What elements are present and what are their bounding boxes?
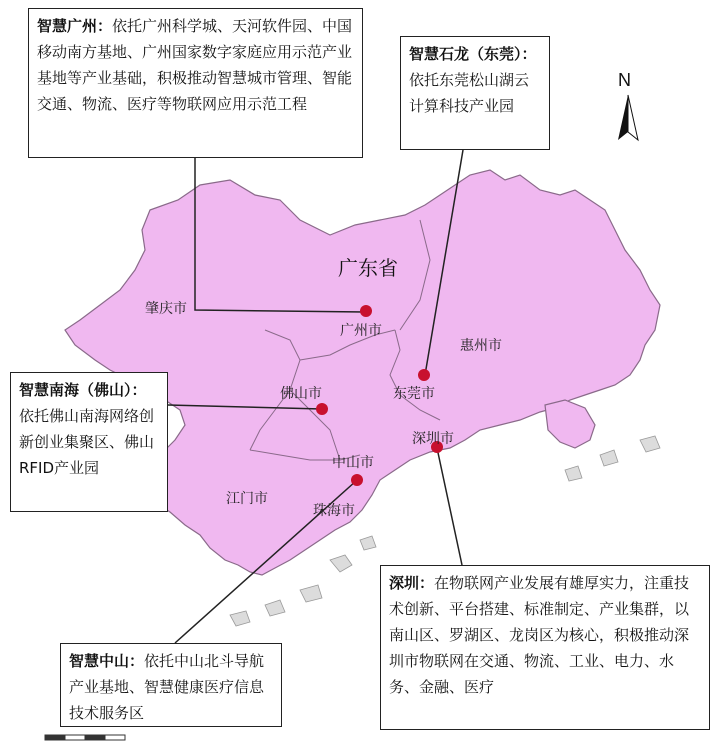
city-label-zhuhai: 珠海市 (313, 503, 355, 519)
city-label-dongguan: 东莞市 (393, 386, 435, 402)
callout-zhongshan-text: 依托中山北斗导航产业基地、智慧健康医疗信息技术服务区 (69, 652, 265, 722)
north-arrow-icon (618, 95, 638, 140)
city-label-zhongshan: 中山市 (332, 455, 374, 471)
north-label: N (618, 70, 631, 90)
callout-shilong-title: 智慧石龙（东莞）： (409, 45, 537, 63)
guangzhou-marker (360, 305, 372, 317)
callout-shenzhen-text: 在物联网产业发展有雄厚实力，注重技术创新、平台搭建、标准制定、产业集群，以南山区、罗湖区、龙岗区为核心，积极推动深圳市物联网在交通、物流、工业、电力、水务、金融、医疗 (389, 574, 690, 696)
city-label-jiangmen: 江门市 (226, 491, 268, 507)
callout-guangzhou-title: 智慧广州： (37, 17, 113, 35)
zhongshan-marker (351, 474, 363, 486)
callout-nanhai-title: 智慧南海（佛山）： (19, 381, 147, 399)
scale-bar (45, 735, 125, 740)
callout-shilong-text: 依托东莞松山湖云计算科技产业园 (409, 71, 530, 115)
foshan-marker (316, 403, 328, 415)
callout-zhongshan (60, 643, 282, 727)
callout-shenzhen-title: 深圳： (389, 574, 435, 592)
callout-zhongshan-title: 智慧中山： (69, 652, 145, 670)
callout-shenzhen (380, 565, 710, 730)
city-label-foshan: 佛山市 (280, 386, 322, 402)
dongguan-marker (418, 369, 430, 381)
callout-guangzhou (28, 8, 363, 158)
eastern-coast-region (545, 400, 595, 448)
callout-nanhai-text: 依托佛山南海网络创新创业集聚区、佛山RFID产业园 (19, 407, 155, 477)
city-label-huizhou: 惠州市 (460, 338, 502, 354)
callout-shilong (400, 36, 550, 150)
city-label-zhaoqing: 肇庆市 (145, 301, 187, 317)
callout-guangzhou-text: 依托广州科学城、天河软件园、中国移动南方基地、广州国家数字家庭应用示范产业基地等产业基础，积极推动智慧城市管理、智能交通、物流、医疗等物联网应用示范工程 (37, 17, 353, 113)
city-label-guangzhou: 广州市 (340, 323, 382, 339)
province-label: 广东省 (338, 256, 398, 280)
city-label-shenzhen: 深圳市 (412, 431, 454, 447)
callout-nanhai (10, 372, 168, 512)
